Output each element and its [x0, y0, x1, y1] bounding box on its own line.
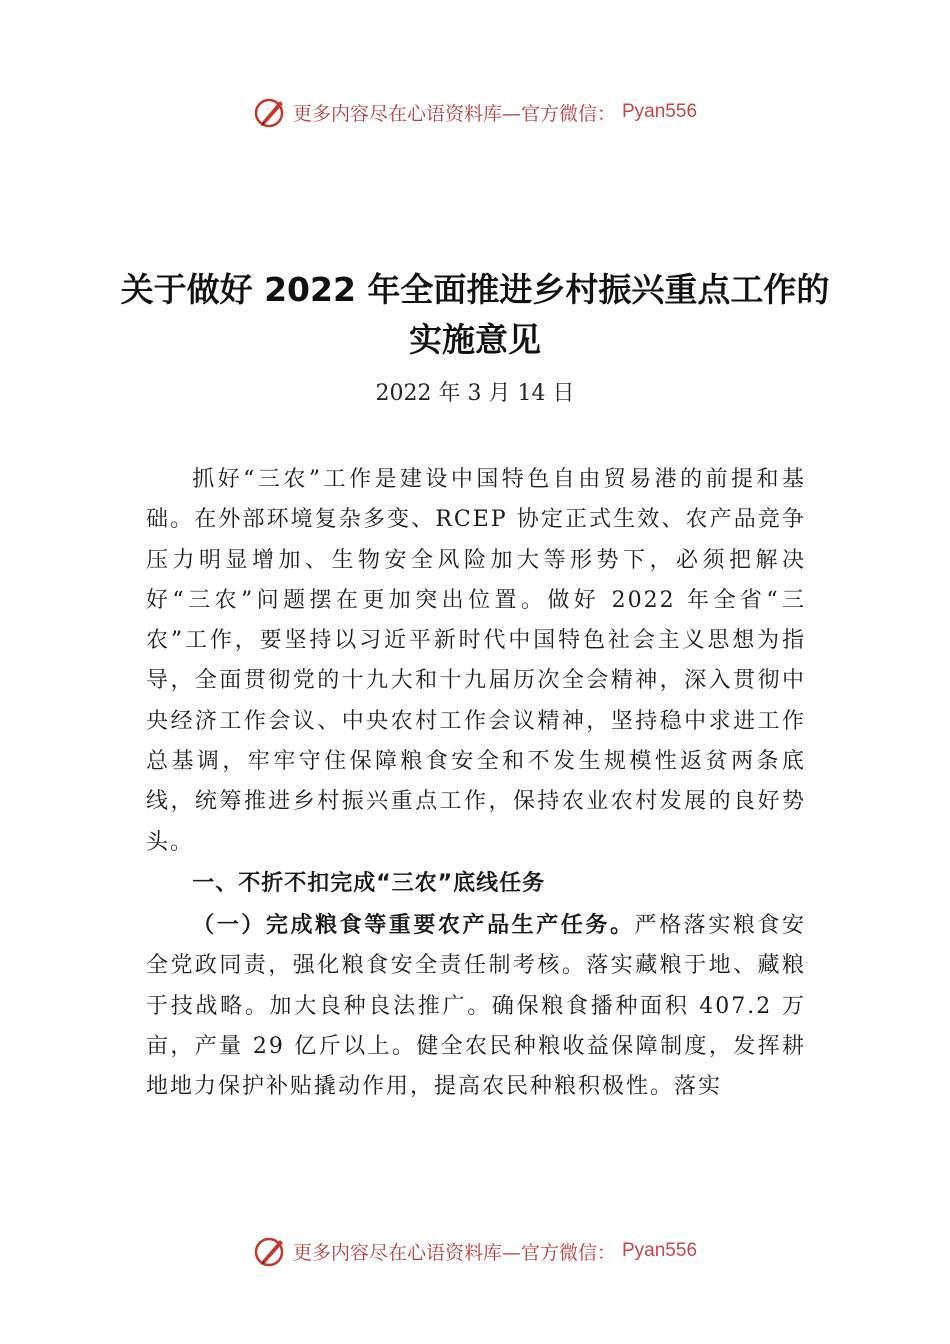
- pen-logo-icon: [253, 1234, 287, 1268]
- section-heading: 一、不折不扣完成“三农”底线任务: [192, 870, 546, 896]
- watermark-header: [0, 95, 950, 129]
- watermark-handle: Pyan556: [622, 101, 698, 122]
- watermark-footer: [0, 1234, 950, 1268]
- watermark-text: 更多内容尽在心语资料库—官方微信：: [292, 102, 616, 125]
- watermark-handle: Pyan556: [622, 1240, 698, 1261]
- subsection-paragraph: [146, 905, 806, 1107]
- pen-logo-icon: [253, 95, 287, 129]
- subsection-body: 严格落实粮食安全党政同责，强化粮食安全责任制考核。落实藏粮于地、藏粮于技战略。加大良种良法推广。确保粮食播种面积 407.2 万亩，产量 29 亿斤以上。健全农民种粮收益保障制度，发挥耕地地力保护补贴撬动作用，提高农民种粮积极性。落实: [146, 912, 806, 1100]
- intro-paragraph: 抓好“三农”工作是建设中国特色自由贸易港的前提和基础。在外部环境复杂多变、RCEP 协定正式生效、农产品竞争压力明显增加、生物安全风险加大等形势下，必须把解决好“三农”问题摆在更加突出位置。做好 2022 年全省“三农”工作，要坚持以习近平新时代中国特色社会主义思想为指导，全面贯彻党的十九大和十九届历次全会精神，深入贯彻中央经济工作会议、中央农村工作会议精神，坚持稳中求进工作总基调，牢牢守住保障粮食安全和不发生规模性返贫两条底线，统筹推进乡村振兴重点工作，保持农业农村发展的良好势头。: [146, 467, 806, 855]
- document-title: 关于做好 2022 年全面推进乡村振兴重点工作的实施意见: [120, 270, 830, 359]
- subsection-lead: （一）完成粮食等重要农产品生产任务。: [192, 911, 635, 938]
- document-date: 2022 年 3 月 14 日: [375, 381, 575, 406]
- document-body: [146, 460, 806, 1107]
- watermark-text: 更多内容尽在心语资料库—官方微信：: [292, 1241, 616, 1264]
